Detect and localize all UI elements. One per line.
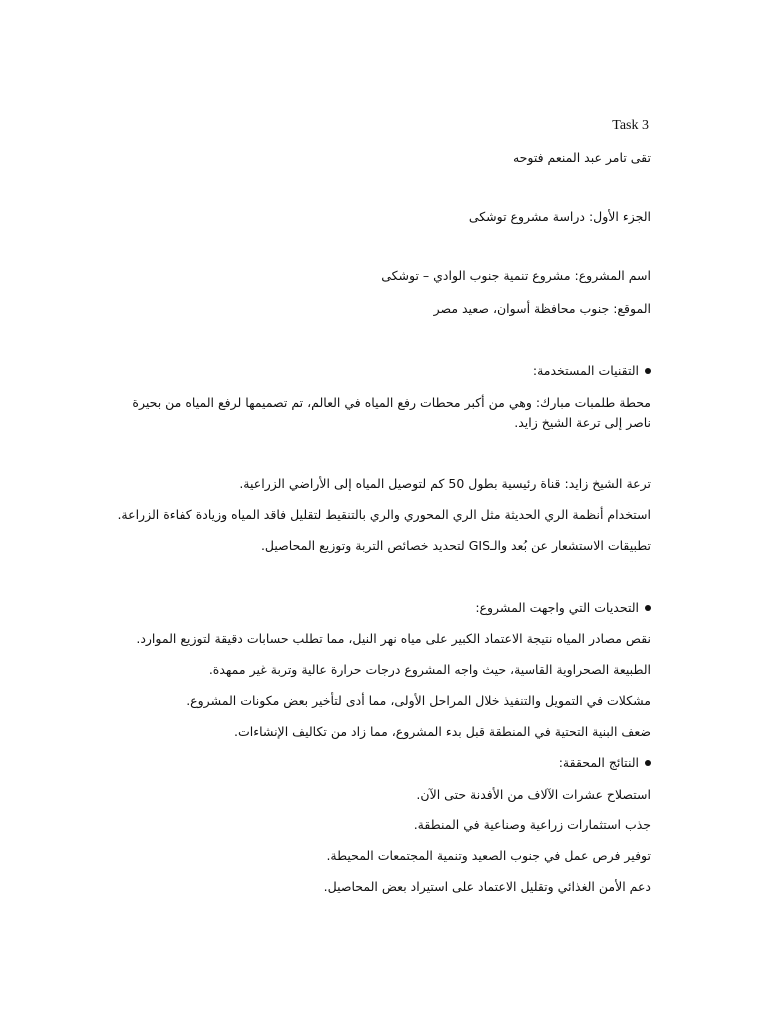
challenge-item: نقص مصادر المياه نتيجة الاعتماد الكبير على مياه نهر النيل، مما تطلب حسابات دقيقة لتوزيع الموارد. xyxy=(136,631,651,646)
bullet-icon xyxy=(645,368,651,374)
remote-sensing-paragraph: تطبيقات الاستشعار عن بُعد والـGIS لتحديد خصائص التربة وتوزيع المحاصيل. xyxy=(260,538,651,553)
challenge-item: الطبيعة الصحراوية القاسية، حيث واجه المشروع درجات حرارة عالية وتربة غير ممهدة. xyxy=(208,662,651,677)
result-item: جذب استثمارات زراعية وصناعية في المنطقة. xyxy=(413,817,651,832)
part-title: الجزء الأول: دراسة مشروع توشكى xyxy=(468,209,651,224)
author-name: تقى تامر عبد المنعم فتوحه xyxy=(512,150,651,165)
project-location: الموقع: جنوب محافظة أسوان، صعيد مصر xyxy=(433,301,651,316)
challenge-item: ضعف البنية التحتية في المنطقة قبل بدء المشروع، مما زاد من تكاليف الإنشاءات. xyxy=(234,724,651,739)
results-heading-row xyxy=(120,753,651,773)
task-label: Task 3 xyxy=(612,118,649,133)
bullet-icon xyxy=(645,760,651,766)
result-item: دعم الأمن الغذائي وتقليل الاعتماد على استيراد بعض المحاصيل. xyxy=(323,879,651,894)
challenge-item: مشكلات في التمويل والتنفيذ خلال المراحل الأولى، مما أدى لتأخير بعض مكونات المشروع. xyxy=(186,693,651,708)
challenges-heading: التحديات التي واجهت المشروع: xyxy=(475,600,639,615)
irrigation-paragraph: استخدام أنظمة الري الحديثة مثل الري المحوري والري بالتنقيط لتقليل فاقد المياه وزيادة كفاءة الزراعة. xyxy=(117,507,651,522)
zayed-canal-paragraph: ترعة الشيخ زايد: قناة رئيسية بطول 50 كم لتوصيل المياه إلى الأراضي الزراعية. xyxy=(239,476,651,491)
techniques-heading: التقنيات المستخدمة: xyxy=(532,363,639,378)
project-name: اسم المشروع: مشروع تنمية جنوب الوادي – توشكى xyxy=(381,268,651,283)
result-item: استصلاح عشرات الآلاف من الأفدنة حتى الآن. xyxy=(416,787,651,802)
result-item: توفير فرص عمل في جنوب الصعيد وتنمية المجتمعات المحيطة. xyxy=(326,848,651,863)
challenges-heading-row xyxy=(120,598,651,618)
results-heading: النتائج المحققة: xyxy=(558,755,639,770)
bullet-icon xyxy=(645,605,651,611)
mubarak-station-paragraph: محطة طلمبات مبارك: وهي من أكبر محطات رفع المياه في العالم، تم تصميمها لرفع المياه من بحيرة ناصر إلى ترعة الشيخ زايد. xyxy=(132,395,651,430)
techniques-heading-row xyxy=(120,361,651,381)
